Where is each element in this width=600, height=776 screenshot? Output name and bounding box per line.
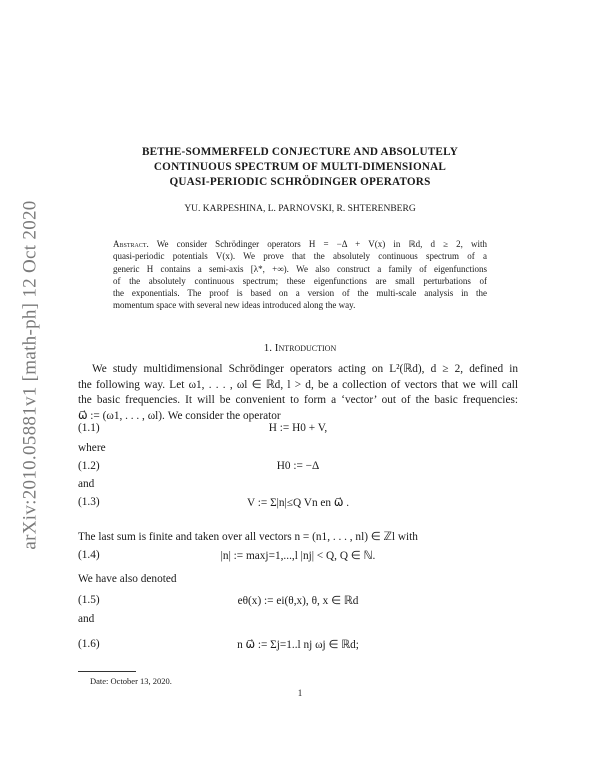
equation-1-1 [78, 422, 518, 440]
equation-number: (1.1) [78, 422, 100, 434]
equation-number: (1.4) [78, 549, 100, 561]
arxiv-stamp [6, 175, 56, 575]
body-line: We study multidimensional Schrödinger operators acting on L²(ℝd), d ≥ 2, defined in [92, 363, 518, 375]
connector-and: and [78, 478, 95, 490]
arxiv-identifier: arXiv:2010.05881v1 [math-ph] 12 Oct 2020 [20, 200, 42, 550]
connector-denoted: We have also denoted [78, 573, 177, 585]
abstract-line: momentum space with several new ideas introduced along the way. [113, 300, 356, 311]
connector-and-2: and [78, 613, 95, 625]
connector-where: where [78, 442, 106, 454]
equation-formula: H := H0 + V, [268, 422, 328, 434]
abstract-line: quasi-periodic potentials V(x). We prove that the absolutely continuous spectrum of a [113, 251, 487, 262]
equation-formula: H0 := −Δ [276, 460, 320, 472]
sum-sentence: The last sum is finite and taken over all vectors n = (n1, . . . , nl) ∈ ℤl with [78, 531, 418, 543]
footnote-date: Date: October 13, 2020. [90, 676, 172, 686]
title-line-1: BETHE-SOMMERFELD CONJECTURE AND ABSOLUTELY [141, 146, 458, 158]
equation-1-3 [78, 496, 518, 514]
body-line: ω⃗ := (ω1, . . . , ωl). We consider the operator [78, 409, 281, 422]
abstract-line: Abstract. We consider Schrödinger operators H = −Δ + V(x) in ℝd, d ≥ 2, with [113, 239, 487, 249]
equation-formula: |n| := maxj=1,...,l |nj| < Q, Q ∈ ℕ. [220, 550, 376, 562]
equation-formula: n ω⃗ := Σj=1..l nj ωj ∈ ℝd; [237, 639, 359, 651]
equation-formula: eθ(x) := ei(θ,x), θ, x ∈ ℝd [237, 595, 359, 607]
footnote-divider [78, 671, 136, 672]
body-line: the following way. Let ω1, . . . , ωl ∈ ℝd, l > d, be a collection of vectors that we will call [78, 378, 518, 391]
abstract-line: generic H contains a semi-axis [λ*, +∞). We also construct a family of eigenfunctions [113, 263, 487, 274]
equation-number: (1.5) [78, 594, 100, 606]
equation-1-2 [78, 460, 518, 478]
page-number: 1 [297, 688, 303, 698]
body-line: the basic frequencies. It will be convenient to form a ‘vector’ out of the basic frequencies: [78, 394, 518, 407]
abstract [113, 238, 487, 312]
abstract-label: Abstract. [113, 239, 149, 249]
section-heading: 1. Introduction [263, 342, 337, 354]
equation-number: (1.3) [78, 496, 100, 508]
equation-formula: V := Σ|n|≤Q Vn en ω⃗ . [246, 497, 350, 509]
equation-1-4 [78, 549, 518, 567]
title-line-3: QUASI-PERIODIC SCHRÖDINGER OPERATORS [169, 176, 431, 188]
title-line-2: CONTINUOUS SPECTRUM OF MULTI-DIMENSIONAL [153, 161, 447, 173]
paper-title [100, 145, 500, 190]
equation-number: (1.6) [78, 638, 100, 650]
equation-1-5 [78, 594, 518, 612]
abstract-line: of the absolutely continuous spectrum; these eigenfunctions are small perturbations of [113, 275, 487, 286]
author-list: YU. KARPESHINA, L. PARNOVSKI, R. SHTERENBERG [184, 204, 416, 214]
equation-1-6 [78, 638, 518, 656]
intro-paragraph [78, 362, 518, 424]
equation-number: (1.2) [78, 460, 100, 472]
abstract-line: the exponentials. The proof is based on a version of the multi-scale analysis in the [113, 288, 487, 299]
